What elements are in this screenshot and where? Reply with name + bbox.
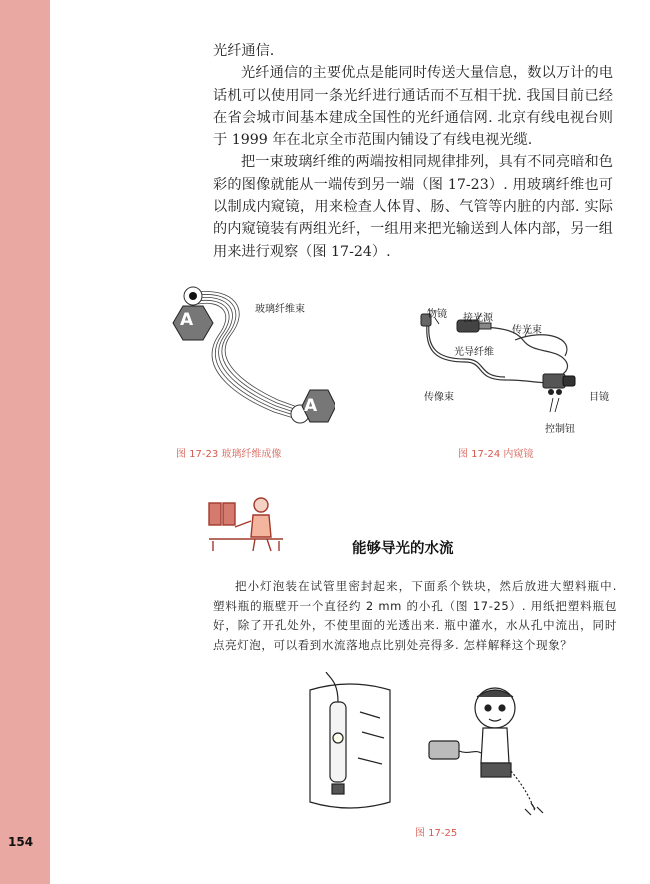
label-light-bundle: 传光束 — [512, 325, 542, 336]
label-control-knob: 控制钮 — [545, 424, 575, 435]
letter-a-top: A — [180, 310, 194, 330]
letter-a-bottom: A — [304, 396, 318, 416]
endoscope-illustration — [405, 310, 585, 420]
paragraph-3: 把一束玻璃纤维的两端按相同规律排列，具有不同亮暗和色彩的图像就能从一端传到另一端（图 17-23）. 用玻璃纤维也可以制成内窥镜，用来检查人体胃、肠、气管等内脏的内部. 实际的内窥镜装有两组光纤，一组用来把光输送到人体内部，另一组用来进行观察（图 17-24）. — [213, 154, 613, 260]
page-number: 154 — [8, 835, 34, 849]
label-objective: 物镜 — [427, 309, 447, 320]
fiber-end-top — [184, 287, 202, 305]
experiment-text — [213, 577, 617, 655]
section-title: 能够导光的水流 — [352, 541, 454, 557]
label-fiber-bundle: 玻璃纤维束 — [255, 304, 305, 315]
label-light-source: 接光源 — [463, 313, 493, 324]
bottle-lamp-illustration — [300, 672, 400, 814]
label-image-bundle: 传像束 — [424, 392, 454, 403]
page-margin-band — [0, 0, 50, 884]
caption-fig-17-23: 图 17-23 玻璃纤维成像 — [176, 449, 282, 460]
experiment-person-icon — [205, 495, 287, 553]
label-light-guide: 光导纤维 — [454, 347, 494, 358]
paragraph-2: 光纤通信的主要优点是能同时传送大量信息，数以万计的电话机可以使用同一条光纤进行通话而不互相干扰. 我国目前已经在省会城市间基本建成全国性的光纤通信网. 北京有线电视台则于 1999 年在北京全市范围内铺设了有线电视光缆. — [213, 65, 613, 149]
body-text — [213, 40, 613, 263]
caption-fig-17-25: 图 17-25 — [415, 828, 458, 839]
caption-fig-17-24: 图 17-24 内窥镜 — [458, 449, 534, 460]
experiment-paragraph: 把小灯泡装在试管里密封起来，下面系个铁块，然后放进大塑料瓶中. 塑料瓶的瓶壁开一个直径约 2 mm 的小孔（图 17-25）. 用纸把塑料瓶包好，除了开孔处外，不使里面的光透出来. 瓶中灌水，水从孔中流出，同时点亮灯泡，可以看到水流落地点比别处亮得多. 怎样解释这个现象？ — [213, 579, 617, 652]
label-eyepiece: 目镜 — [589, 392, 609, 403]
eyepiece-body — [543, 374, 575, 395]
paragraph-1: 光纤通信. — [213, 43, 275, 59]
person-observing-illustration — [425, 683, 555, 818]
